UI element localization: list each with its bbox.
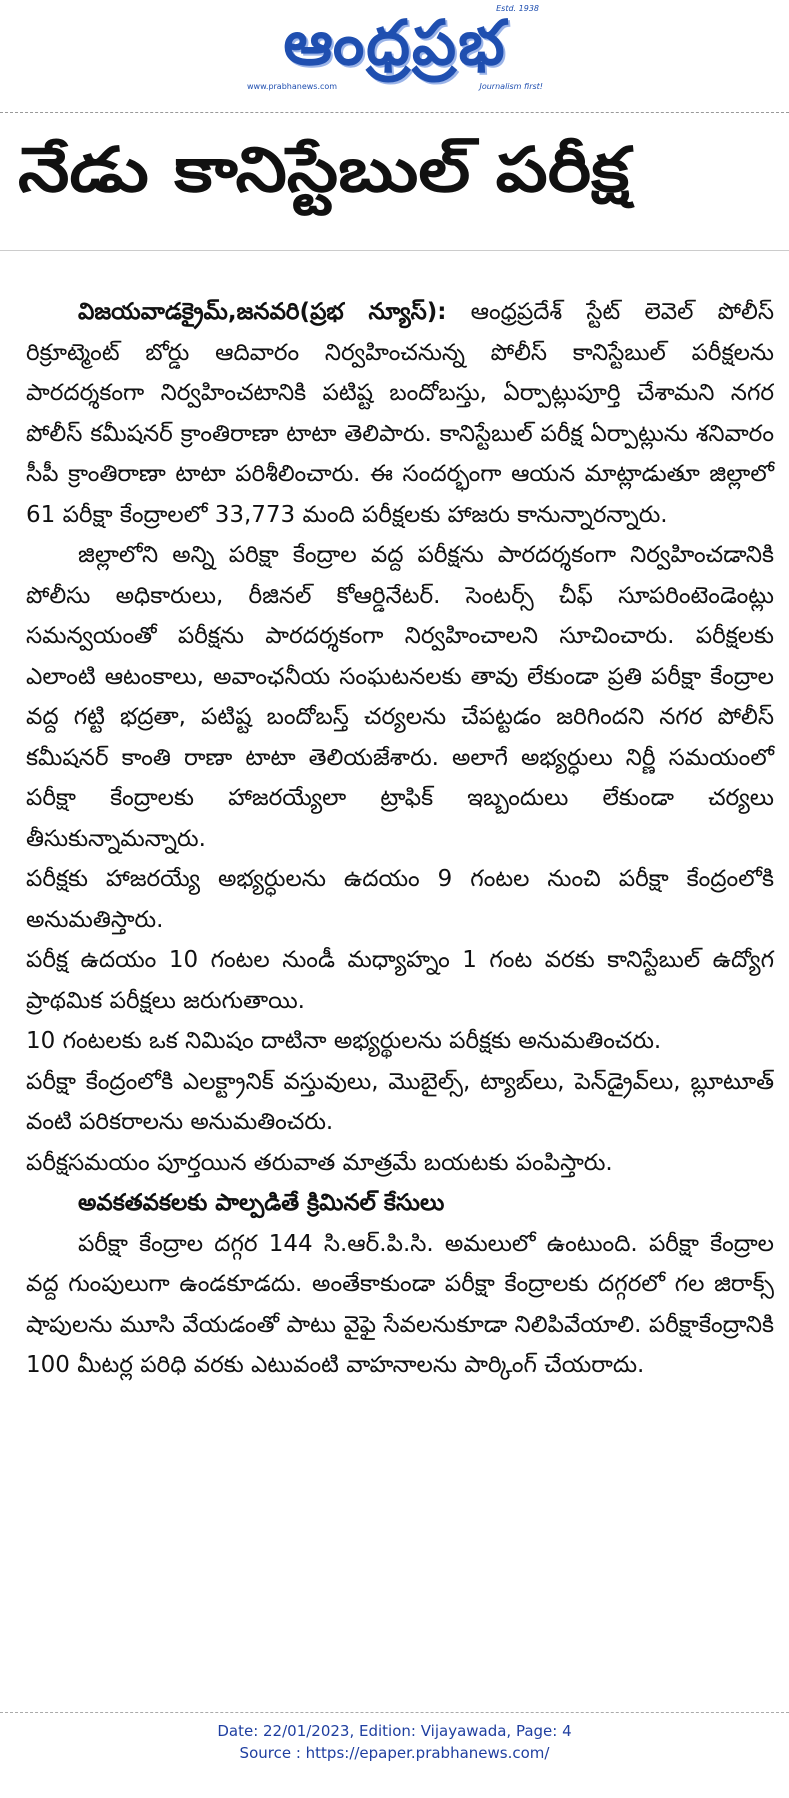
footer-date-line: Date: 22/01/2023, Edition: Vijayawada, Page: 4 [217,1722,572,1740]
paragraph-7: పరీక్షసమయం పూర్తయిన తరువాత మాత్రమే బయటకు పంపిస్తారు. [26,1149,613,1176]
logo-estd: Estd. 1938 [496,4,539,13]
top-divider [0,112,789,113]
masthead [0,0,789,110]
footer [0,1720,789,1764]
paragraph-4: పరీక్ష ఉదయం 10 గంటల నుండీ మధ్యాహ్నం 1 గంట వరకు కానిస్టేబుల్ ఉద్యోగ ప్రాథమిక పరీక్షలు జరుగుతాయి. [26,947,774,1014]
paragraph-lead [26,292,774,535]
headline-divider [0,250,789,251]
bottom-divider [0,1712,789,1713]
newspaper-logo [245,4,545,96]
article-body [26,292,774,1386]
paragraph-6: పరీక్షా కేంద్రంలోకి ఎలక్ట్రానిక్ వస్తువులు, మొబైల్స్, ట్యాబ్‌లు, పెన్‌డ్రైవ్‌లు, బ్లూటూత్ వంటి పరికరాలను అనుమతించరు. [26,1068,774,1135]
paragraph-5: 10 గంటలకు ఒక నిమిషం దాటినా అభ్యర్థులను పరీక్షకు అనుమతించరు. [26,1028,662,1054]
logo-url: www.prabhanews.com [247,82,338,91]
logo-wordmark: ఆంధ్రప్రభ [283,6,507,79]
paragraph-1-text: ఆంధ్రప్రదేశ్ స్టేట్ లెవెల్ పోలీస్ రిక్రూట్మెంట్ బోర్డు ఆదివారం నిర్వహించనున్న పోలీస్ కానిస్టేబుల్ పరీక్షలను పారదర్శకంగా నిర్వహించటానికి పటిష్ట బందోబస్తు, ఏర్పాట్లుపూర్తి చేశామని నగర పోలీస్ కమీషనర్ క్రాంతిరాణా టాటా తెలిపారు. కానిస్టేబుల్ పరీక్ష ఏర్పాట్లును శనివారం సీపీ క్రాంతిరాణా టాటా పరిశీలించారు. ఈ సందర్భంగా ఆయన మాట్లాడుతూ జిల్లాలో 61 పరీక్షా కేంద్రాలలో 33,773 మంది పరీక్షలకు హాజరు కానున్నారన్నారు. [26,299,775,528]
dateline: విజయవాడక్రైమ్,జనవరి(ప్రభ న్యూస్): [78,299,447,325]
paragraph-3: పరీక్షకు హాజరయ్యే అభ్యర్ధులను ఉదయం 9 గంటల నుంచి పరీక్షా కేంద్రంలోకి అనుమతిస్తారు. [26,866,774,933]
subheading: అవకతవకలకు పాల్పడితే క్రిమినల్ కేసులు [78,1190,445,1216]
paragraph-closing: పరీక్షా కేంద్రాల దగ్గర 144 సి.ఆర్.పి.సి. అమలులో ఉంటుంది. పరీక్షా కేంద్రాల వద్ద గుంపులుగా ఉండకూడదు. అంతేకాకుండా పరీక్షా కేంద్రాలకు దగ్గరలో గల జిరాక్స్ షాపులను మూసి వేయడంతో పాటు వైఫై సేవలనుకూడా నిలిపివేయాలి. పరీక్షాకేంద్రానికి 100 మీటర్ల పరిధి వరకు ఎటువంటి వాహనాలను పార్కింగ్ చేయరాదు. [26,1230,774,1378]
footer-source-line: Source : https://epaper.prabhanews.com/ [239,1744,550,1762]
headline: నేడు కానిస్టేబుల్ పరీక్ష [18,133,630,206]
logo-tagline: Journalism first! [479,82,543,91]
paragraph-2: జిల్లాలోని అన్ని పరిక్షా కేంద్రాల వద్ద పరీక్షను పారదర్శకంగా నిర్వహించడానికి పోలీసు అధికారులు, రీజినల్ కోఆర్డినేటర్. సెంటర్స్ చీఫ్ సూపరింటెండెంట్లు సమన్వయంతో పరీక్షను పారదర్శకంగా నిర్వహించాలని సూచించారు. పరీక్షలకు ఎలాంటి ఆటంకాలు, అవాంఛనీయ సంఘటనలకు తావు లేకుండా ప్రతి పరీక్షా కేంద్రాల వద్ద గట్టి భద్రతా, పటిష్ట బందోబస్త్ చర్యలను చేపట్టడం జరిగిందని నగర పోలీస్ కమీషనర్ కాంతి రాణా టాటా తెలియజేశారు. అలాగే అభ్యర్ధులు నిర్ణీ సమయంలో పరీక్షా కేంద్రాలకు హాజరయ్యేలా ట్రాఫిక్ ఇబ్బందులు లేకుండా చర్యలు తీసుకున్నామన్నారు. [26,542,774,852]
